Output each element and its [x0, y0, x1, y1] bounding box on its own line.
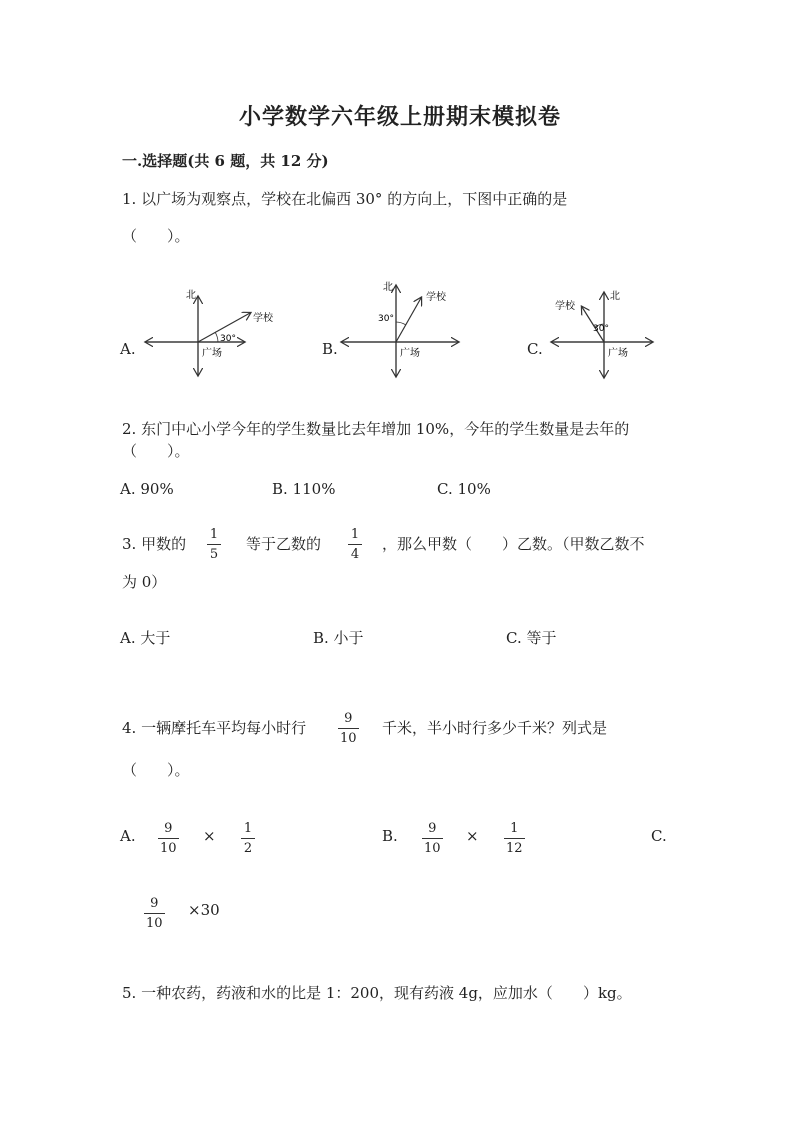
q4-fraction: [338, 711, 359, 746]
q3-fraction-1: [207, 527, 221, 562]
q4-option-c-fraction-den: 10: [146, 916, 163, 931]
q3-fraction-2-num: 1: [350, 527, 360, 542]
q1c-school-label: 学校: [555, 301, 575, 312]
q1b-school-label: 学校: [426, 292, 446, 303]
q3-fraction-2: [348, 527, 362, 562]
q3-fraction-1-den: 5: [209, 547, 219, 562]
q1-diagram-a: [140, 285, 280, 385]
q1-diagram-b: [338, 278, 468, 383]
q4-blank: （ ）。: [122, 761, 190, 779]
q3-option-b[interactable]: B. 小于: [313, 629, 364, 647]
q1a-angle-label: 30°: [220, 334, 236, 344]
q2-blank: （ ）。: [122, 442, 190, 460]
q2-option-b[interactable]: B. 110%: [272, 480, 336, 498]
q3-suffix: ，那么甲数（ ）乙数。（甲数乙数不: [382, 535, 645, 553]
q4-option-b-fraction-1-den: 10: [424, 841, 441, 856]
q1c-angle-label: 30°: [593, 324, 609, 334]
q3-middle: 等于乙数的: [246, 535, 322, 553]
q4-option-a-fraction-1: [158, 821, 179, 856]
q1-option-a-label[interactable]: A.: [120, 340, 136, 358]
q1a-north-label: 北: [186, 290, 196, 301]
q4-option-a-fraction-2-den: 2: [243, 841, 253, 856]
q3-option-a[interactable]: A. 大于: [120, 629, 171, 647]
q4-fraction-num: 9: [344, 711, 353, 726]
q4-option-a-fraction-2-num: 1: [243, 821, 253, 836]
q5-stem: 5. 一种农药，药液和水的比是 1：200，现有药液 4g，应加水（ ）kg。: [122, 984, 632, 1002]
q1-option-c-label[interactable]: C.: [527, 340, 543, 358]
q1-stem: 1. 以广场为观察点，学校在北偏西 30° 的方向上，下图中正确的是: [122, 190, 568, 208]
q1b-north-label: 北: [383, 282, 393, 293]
q4-option-b-label[interactable]: B.: [382, 827, 398, 845]
q1-option-b-label[interactable]: B.: [322, 340, 338, 358]
q4-option-c-tail: ×30: [188, 901, 220, 919]
q4-option-b-fraction-2-den: 12: [506, 841, 523, 856]
q1-blank: （ ）。: [122, 227, 190, 245]
q4-option-b-fraction-1: [422, 821, 443, 856]
page-title: 小学数学六年级上册期末模拟卷: [238, 104, 561, 130]
q1c-square-label: 广场: [608, 348, 628, 359]
q4-option-a-fraction-1-num: 9: [164, 821, 173, 836]
q3-fraction-1-num: 1: [209, 527, 219, 542]
q1-diagram-c: [548, 285, 660, 385]
q2-option-a[interactable]: A. 90%: [120, 480, 174, 498]
q4-fraction-den: 10: [340, 731, 357, 746]
q4-option-c-fraction: [144, 896, 165, 931]
q4-option-a-fraction-2: [241, 821, 255, 856]
q1b-square-label: 广场: [400, 348, 420, 359]
q3-fraction-2-den: 4: [350, 547, 360, 562]
q1a-school-label: 学校: [253, 313, 273, 324]
q1c-north-label: 北: [610, 291, 620, 302]
q4-option-c-label[interactable]: C.: [651, 827, 667, 845]
q4-option-a-fraction-1-den: 10: [160, 841, 177, 856]
q3-prefix: 3. 甲数的: [122, 535, 187, 553]
q4-option-b-operator: ×: [466, 827, 479, 845]
q4-prefix: 4. 一辆摩托车平均每小时行: [122, 719, 307, 737]
section-heading: 一.选择题(共 6 题，共 12 分): [122, 152, 329, 170]
q4-option-b-fraction-2: [504, 821, 525, 856]
q3-option-c[interactable]: C. 等于: [506, 629, 557, 647]
q3-line2: 为 0）: [122, 573, 167, 591]
q4-option-c-fraction-num: 9: [150, 896, 159, 911]
q4-option-a-operator: ×: [203, 827, 216, 845]
q1b-angle-label: 30°: [378, 314, 394, 324]
q2-option-c[interactable]: C. 10%: [437, 480, 491, 498]
q2-stem: 2. 东门中心小学今年的学生数量比去年增加 10%，今年的学生数量是去年的: [122, 420, 630, 438]
q1a-square-label: 广场: [202, 348, 222, 359]
q4-option-b-fraction-2-num: 1: [510, 821, 519, 836]
q4-suffix: 千米，半小时行多少千米？列式是: [382, 719, 608, 737]
q4-option-b-fraction-1-num: 9: [428, 821, 437, 836]
q4-option-a-label[interactable]: A.: [120, 827, 136, 845]
